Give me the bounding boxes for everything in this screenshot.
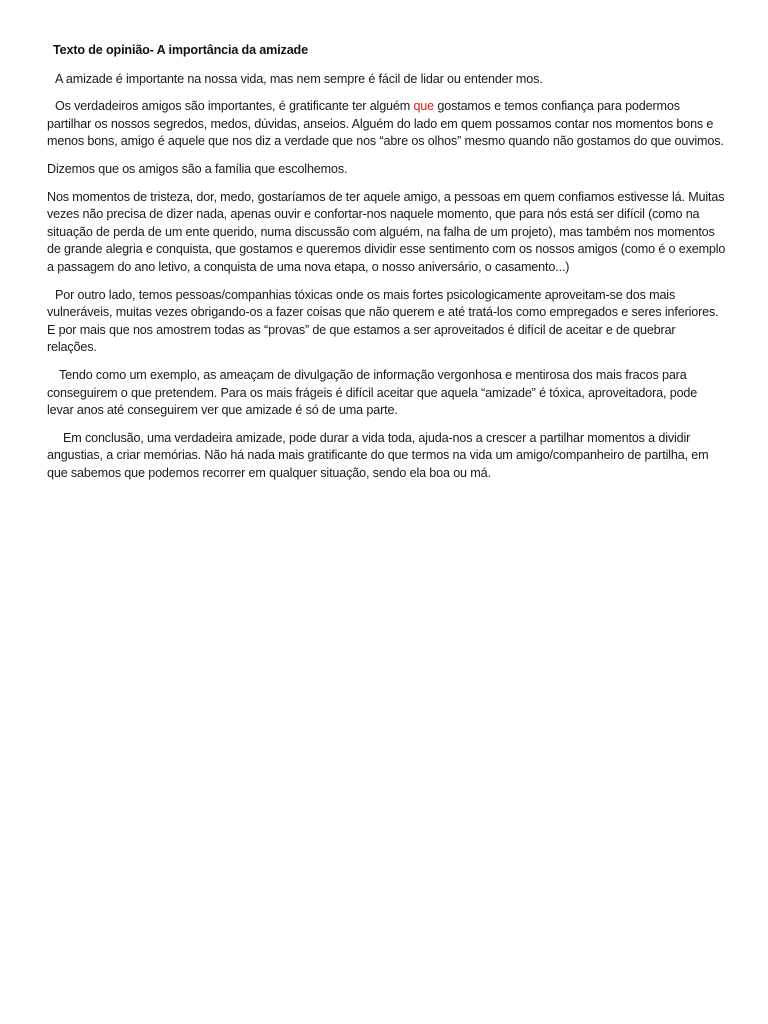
document-title: Texto de opinião- A importância da amizade (53, 43, 308, 57)
paragraph-conclusion: Em conclusão, uma verdadeira amizade, pode durar a vida toda, ajuda-nos a crescer a partilhar momentos a dividir angustias, a criar memórias. Não há nada mais gratificante do que termos na vida um amigo/companheiro de partilha, em que sabemos que podemos recorrer em qualquer situação, sendo ela boa ou má. (47, 430, 709, 480)
paragraph-intro: A amizade é importante na nossa vida, mas nem sempre é fácil de lidar ou entender mos. (55, 71, 543, 86)
paragraph-toxic: Por outro lado, temos pessoas/companhias tóxicas onde os mais fortes psicologicamente aproveitam-se dos mais vulneráveis, muitas vezes obrigando-os a fazer coisas que não querem e até tratá-los como empregados e seres inferiores. E por mais que nos amostrem todas as “provas” de que estamos a ser aproveitados é difícil de aceitar e de quebrar relações. (47, 287, 719, 355)
highlighted-word: que (413, 99, 435, 114)
paragraph-moments: Nos momentos de tristeza, dor, medo, gostaríamos de ter aquele amigo, a pessoas em quem confiamos estivesse lá. Muitas vezes não precisa de dizer nada, apenas ouvir e confortar-nos naquele momento, que para nós está ser difícil (como na situação de perda de um ente querido, numa discussão com alguém, na falha de um projeto), mas também nos momentos de grande alegria e conquista, que gostamos e queremos dividir esse sentimento com os nossos amigos (como é o exemplo a passagem do ano letivo, a conquista de uma nova etapa, o nosso aniversário, o casamento...) (47, 189, 726, 274)
paragraph-true-friends (47, 98, 727, 151)
document-body (47, 42, 727, 492)
paragraph-text: gostamos e temos confiança para podermos partilhar os nossos segredos, medos, dúvidas, anseios. Alguém do lado em quem possamos contar nos momentos bons e menos bons, amigo é aquele que nos diz a verdade que nos “abre os olhos” mesmo quando não gostamos do que ouvimos. (47, 99, 724, 149)
paragraph-family: Dizemos que os amigos são a família que escolhemos. (47, 161, 348, 176)
paragraph-example: Tendo como um exemplo, as ameaçam de divulgação de informação vergonhosa e mentirosa dos mais fracos para conseguirem o que pretendem. Para os mais frágeis é difícil aceitar que aquela “amizade” é tóxica, aproveitadora, pode levar anos até conseguirem ver que amizade é só de uma parte. (47, 367, 698, 418)
paragraph-text: Os verdadeiros amigos são importantes, é gratificante ter alguém (55, 99, 414, 114)
